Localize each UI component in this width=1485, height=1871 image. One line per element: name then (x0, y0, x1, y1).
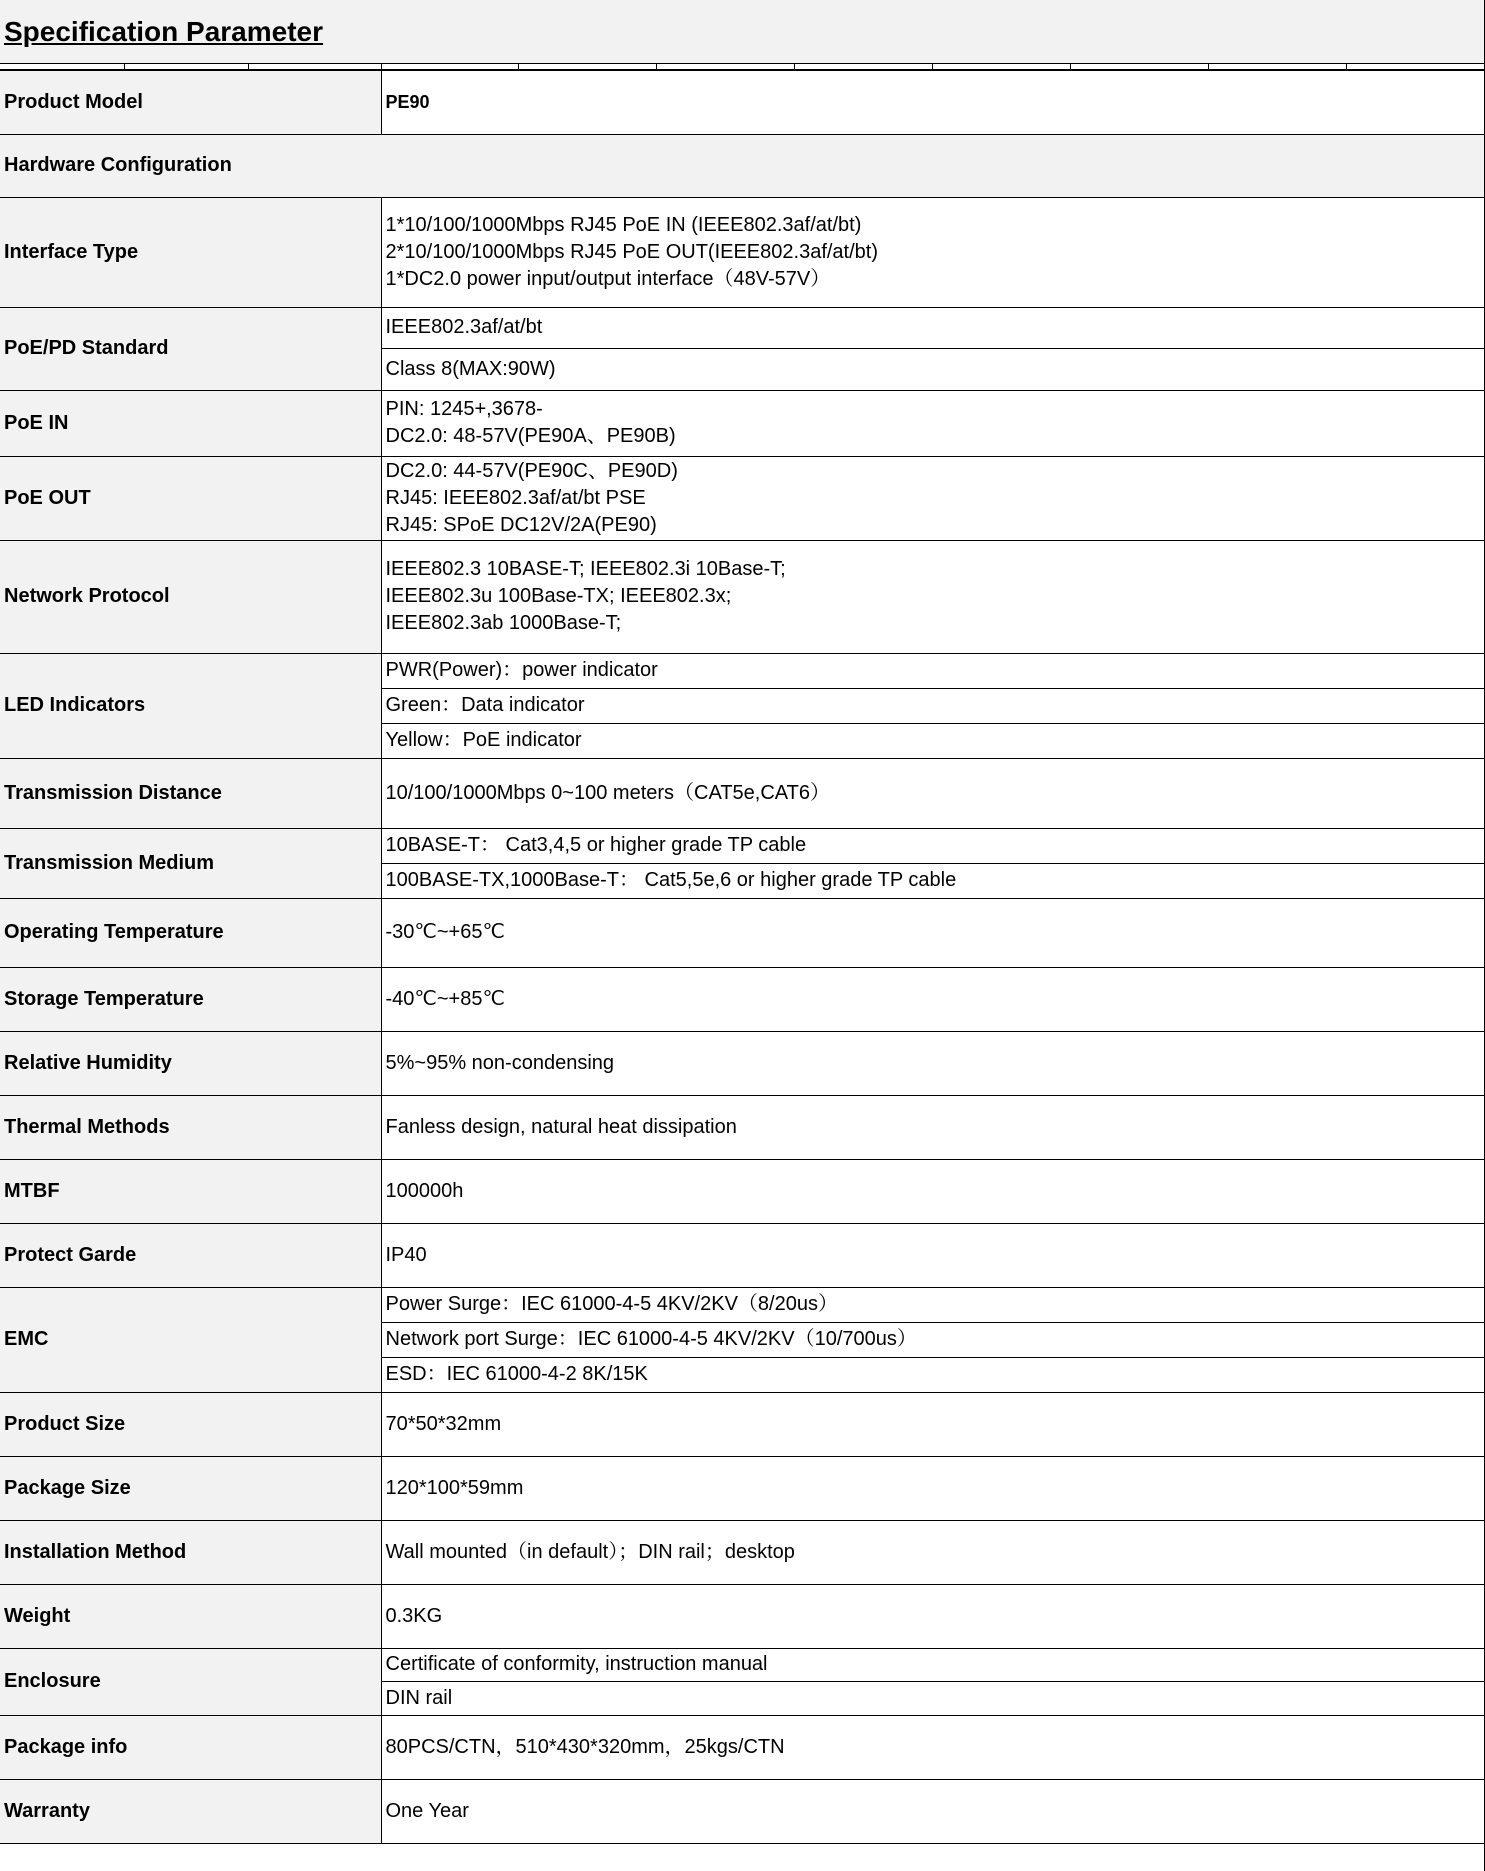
value-line: RJ45: SPoE DC12V/2A(PE90) (385, 513, 657, 536)
row-value: Class 8(MAX:90W) (381, 349, 1484, 391)
row-label: Protect Garde (0, 1223, 381, 1287)
table-row-installation-method (0, 1520, 1484, 1584)
row-label: MTBF (0, 1159, 381, 1223)
row-label: Operating Temperature (0, 898, 381, 967)
value-line: IP40 (385, 1243, 427, 1266)
value-line: DC2.0: 44-57V(PE90C、PE90D) (385, 459, 678, 482)
row-value: IEEE802.3af/at/bt (381, 307, 1484, 349)
row-label: Storage Temperature (0, 967, 381, 1031)
row-value (381, 390, 1484, 456)
row-label: Package info (0, 1715, 381, 1779)
row-value: Yellow：PoE indicator (381, 723, 1484, 758)
row-value (381, 1392, 1484, 1456)
value-line: 10/100/1000Mbps 0~100 meters（CAT5e,CAT6） (385, 781, 830, 804)
table-row-poe-pd-standard (0, 307, 1484, 349)
value-line: One Year (385, 1799, 469, 1822)
value-line: Fanless design, natural heat dissipation (385, 1115, 737, 1138)
table-row-warranty (0, 1779, 1484, 1843)
row-value (381, 197, 1484, 307)
row-label: Product Model (0, 71, 381, 134)
row-value (381, 1159, 1484, 1223)
page-title: Specification Parameter (4, 16, 324, 47)
table-row-package-size (0, 1456, 1484, 1520)
row-label: Transmission Distance (0, 758, 381, 828)
value-line: IEEE802.3u 100Base-TX; IEEE802.3x; (385, 585, 732, 607)
row-label: Installation Method (0, 1520, 381, 1584)
table-row-mtbf (0, 1159, 1484, 1223)
row-value (381, 1520, 1484, 1584)
section-row (0, 134, 1484, 197)
row-label: Product Size (0, 1392, 381, 1456)
row-label: Package Size (0, 1456, 381, 1520)
table-row-transmission-distance (0, 758, 1484, 828)
row-value: ESD：IEC 61000-4-2 8K/15K (381, 1357, 1484, 1392)
row-label: Warranty (0, 1779, 381, 1843)
row-value (381, 1715, 1484, 1779)
row-value: Certificate of conformity, instruction manual (381, 1648, 1484, 1682)
table-row-weight (0, 1584, 1484, 1648)
table-row-storage-temperature (0, 967, 1484, 1031)
row-value: 10BASE-T： Cat3,4,5 or higher grade TP cable (381, 828, 1484, 863)
row-value: Network port Surge：IEC 61000-4-5 4KV/2KV（10/700us） (381, 1322, 1484, 1357)
table-row-interface-type (0, 197, 1484, 307)
row-label: Interface Type (0, 197, 381, 307)
value-line: 120*100*59mm (385, 1476, 524, 1499)
row-label: PoE IN (0, 390, 381, 456)
table-row-enclosure (0, 1648, 1484, 1682)
value-line: 1*10/100/1000Mbps RJ45 PoE IN (IEEE802.3af/at/bt) (385, 213, 862, 236)
row-value (381, 898, 1484, 967)
table-row-product-size (0, 1392, 1484, 1456)
value-line: 2*10/100/1000Mbps RJ45 PoE OUT(IEEE802.3af/at/bt) (385, 240, 879, 263)
row-value: PE90 (381, 71, 1484, 134)
row-value (381, 1095, 1484, 1159)
section-title: Hardware Configuration (0, 134, 1484, 197)
value-line: 0.3KG (385, 1604, 443, 1627)
row-value (381, 540, 1484, 653)
table-row-protect-garde (0, 1223, 1484, 1287)
row-label: PoE/PD Standard (0, 307, 381, 390)
row-label: PoE OUT (0, 456, 381, 540)
value-line: PIN: 1245+,3678- (385, 398, 543, 420)
value-line: 1*DC2.0 power input/output interface（48V-57V） (385, 267, 831, 290)
value-line: 80PCS/CTN，510*430*320mm，25kgs/CTN (385, 1735, 785, 1758)
table-row-transmission-medium (0, 828, 1484, 863)
spec-table (0, 71, 1484, 1844)
row-label: EMC (0, 1287, 381, 1392)
row-value (381, 1584, 1484, 1648)
row-value (381, 758, 1484, 828)
row-label: LED Indicators (0, 653, 381, 758)
row-label: Transmission Medium (0, 828, 381, 898)
table-row-product-model (0, 71, 1484, 134)
value-line: 70*50*32mm (385, 1412, 502, 1435)
table-row-network-protocol (0, 540, 1484, 653)
value-line: IEEE802.3ab 1000Base-T; (385, 612, 622, 634)
value-line: RJ45: IEEE802.3af/at/bt PSE (385, 486, 646, 509)
value-line: -30℃~+65℃ (385, 921, 505, 943)
row-value: DIN rail (381, 1682, 1484, 1716)
row-label: Enclosure (0, 1648, 381, 1715)
table-row-poe-out (0, 456, 1484, 540)
row-value: Green：Data indicator (381, 688, 1484, 723)
row-value: 100BASE-TX,1000Base-T： Cat5,5e,6 or higher grade TP cable (381, 863, 1484, 898)
title-bar (0, 0, 1484, 64)
value-line: 100000h (385, 1179, 464, 1202)
row-value: PWR(Power)：power indicator (381, 653, 1484, 688)
row-value: Power Surge：IEC 61000-4-5 4KV/2KV（8/20us） (381, 1287, 1484, 1322)
table-row-emc (0, 1287, 1484, 1322)
table-row-relative-humidity (0, 1031, 1484, 1095)
value-line: Wall mounted（in default）；DIN rail；desktop (385, 1540, 795, 1563)
value-line: 5%~95% non-condensing (385, 1051, 615, 1074)
header-column-markers (0, 63, 1484, 71)
table-row-led-indicators (0, 653, 1484, 688)
row-label: Thermal Methods (0, 1095, 381, 1159)
table-row-operating-temperature (0, 898, 1484, 967)
row-value (381, 456, 1484, 540)
row-value (381, 1779, 1484, 1843)
row-label: Relative Humidity (0, 1031, 381, 1095)
table-row-package-info (0, 1715, 1484, 1779)
value-line: IEEE802.3 10BASE-T; IEEE802.3i 10Base-T; (385, 558, 786, 580)
row-label: Weight (0, 1584, 381, 1648)
value-line: DC2.0: 48-57V(PE90A、PE90B) (385, 425, 676, 447)
row-label: Network Protocol (0, 540, 381, 653)
row-value (381, 967, 1484, 1031)
table-row-thermal-methods (0, 1095, 1484, 1159)
value-line: -40℃~+85℃ (385, 987, 505, 1010)
row-value (381, 1223, 1484, 1287)
row-value (381, 1031, 1484, 1095)
row-value (381, 1456, 1484, 1520)
table-row-poe-in (0, 390, 1484, 456)
